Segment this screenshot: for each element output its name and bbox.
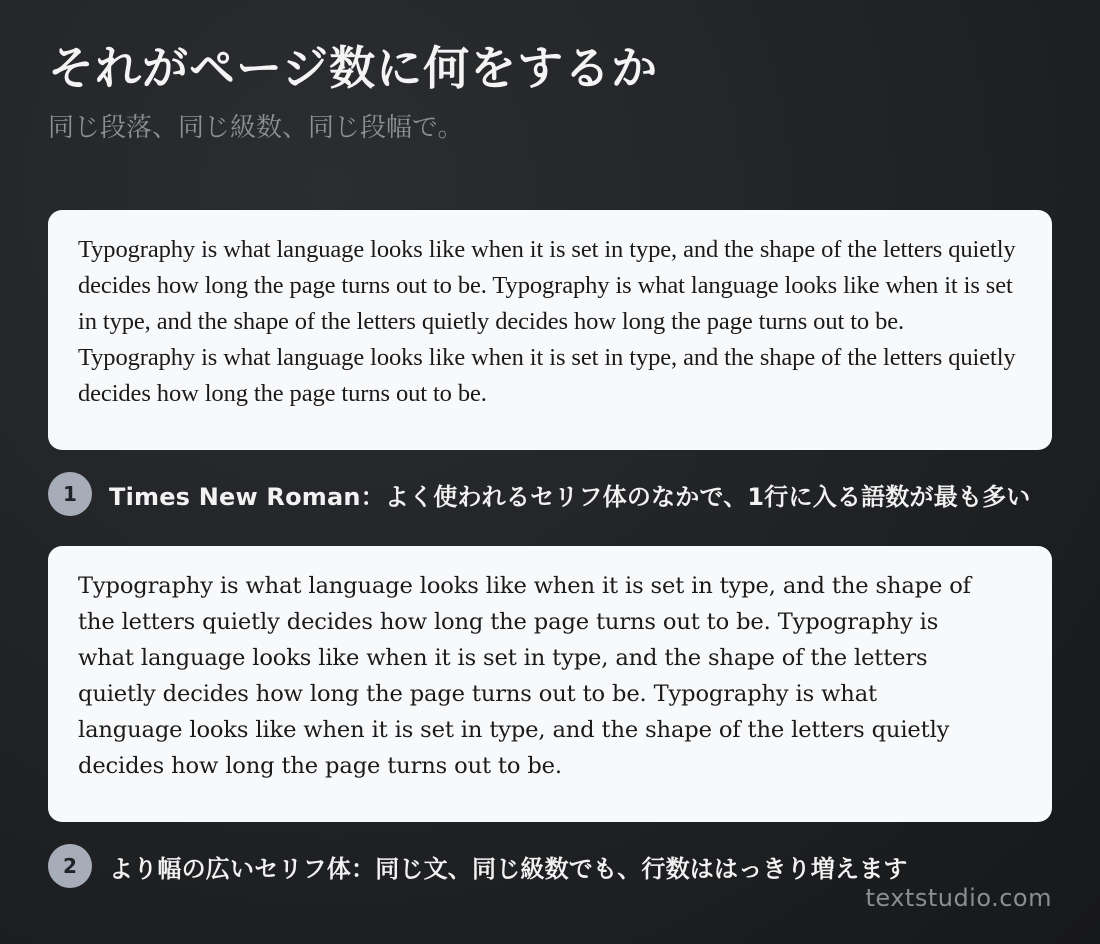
site-watermark: textstudio.com [865,884,1052,912]
page-title: それがページ数に何をするか [48,41,659,95]
caption-wide-serif [48,844,908,888]
caption-times [48,472,1031,516]
sample-paragraph-times: Typography is what language looks like when it is set in type, and the shape of the letters quietly decides how long the page turns out to be. Typography is what language looks like when it is set in type, and the shape of the letters quietly decides how long the page turns out to be. Typography is what language looks like when it is set in type, and the shape of the letters quietly decides how long the page turns out to be. [78,236,1016,407]
sample-card-times [48,210,1052,450]
caption-text-wide-serif: より幅の広いセリフ体：同じ文、同じ級数でも、行数ははっきり増えます [109,854,908,883]
number-badge-1: 1 [48,472,92,516]
sample-paragraph-wide-serif: Typography is what language looks like when it is set in type, and the shape of the letters quietly decides how long the page turns out to be. Typography is what language looks like when it is set in type, and the shape of the letters quietly decides how long the page turns out to be. Typography is what language looks like when it is set in type, and the shape of the letters quietly decides how long the page turns out to be. [78,573,971,779]
number-badge-2: 2 [48,844,92,888]
caption-text-times: Times New Roman：よく使われるセリフ体のなかで、1行に入る語数が最も多い [109,482,1031,511]
page-subtitle: 同じ段落、同じ級数、同じ段幅で。 [48,113,464,143]
sample-card-wide-serif [48,546,1052,822]
